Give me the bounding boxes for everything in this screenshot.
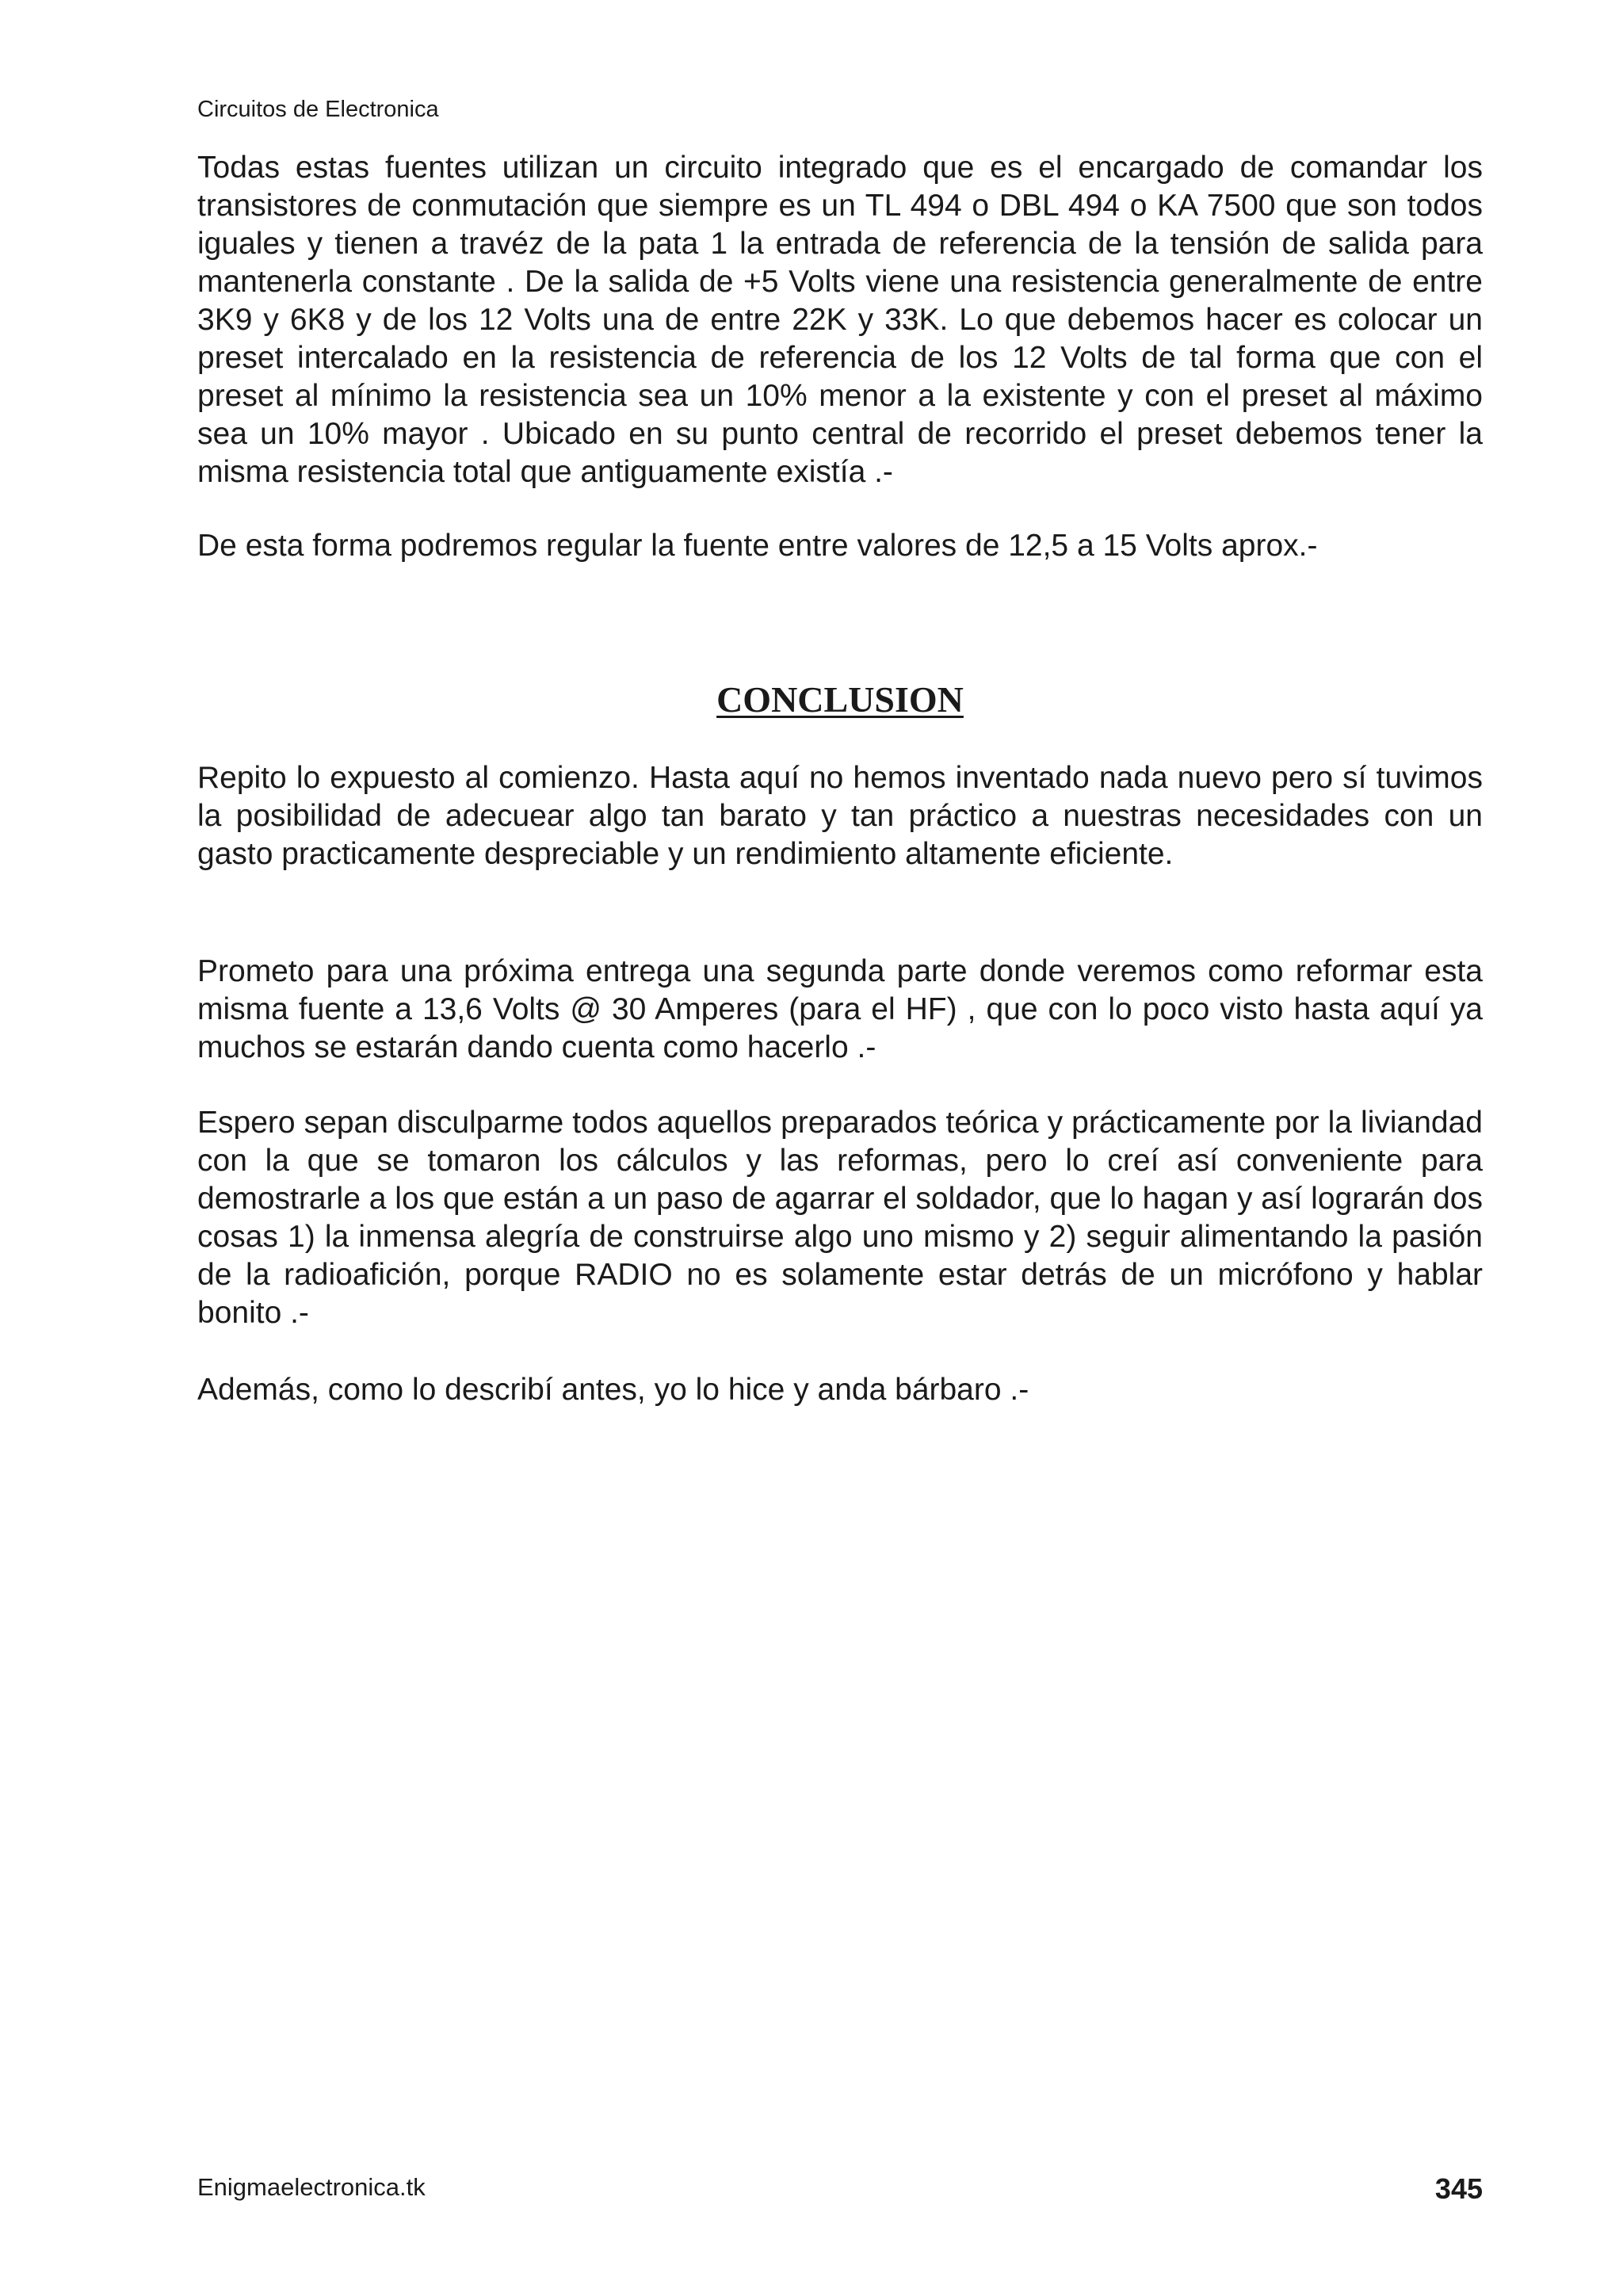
running-header: Circuitos de Electronica (197, 97, 439, 122)
body-paragraph: Prometo para una próxima entrega una segunda parte donde veremos como reformar esta misma fuente a 13,6 Volts @ 30 Amperes (para el HF) , que con lo poco visto hasta aquí ya muchos se estarán dando cuenta como hacerlo .- (197, 954, 1483, 1064)
footer-source: Enigmaelectronica.tk (197, 2173, 426, 2201)
body-paragraph: Además, como lo describí antes, yo lo hice y anda bárbaro .- (197, 1373, 1029, 1407)
body-paragraph: Espero sepan disculparme todos aquellos preparados teórica y prácticamente por la liviandad con la que se tomaron los cálculos y las reformas, pero lo creí así conveniente para demostrarle a los que están a un paso de agarrar el soldador, que lo hagan y así lograrán dos cosas 1) la inmensa alegría de construirse algo uno mismo y 2) seguir alimentando la pasión de la radioafición, porque RADIO no es solamente estar detrás de un micrófono y hablar bonito .- (197, 1106, 1483, 1330)
body-paragraph: Todas estas fuentes utilizan un circuito integrado que es el encargado de comandar los transistores de conmutación que siempre es un TL 494 o DBL 494 o KA 7500 que son todos iguales y tienen a travéz de la pata 1 la entrada de referencia de la tensión de salida para mantenerla constante . De la salida de +5 Volts viene una resistencia generalmente de entre 3K9 y 6K8 y de los 12 Volts una de entre 22K y 33K. Lo que debemos hacer es colocar un preset intercalado en la resistencia de referencia de los 12 Volts de tal forma que con el preset al mínimo la resistencia sea un 10% menor a la existente y con el preset al máximo sea un 10% mayor . Ubicado en su punto central de recorrido el preset debemos tener la misma resistencia total que antiguamente existía .- (197, 151, 1483, 489)
page-number: 345 (1434, 2172, 1483, 2205)
body-paragraph: Repito lo expuesto al comienzo. Hasta aquí no hemos inventado nada nuevo pero sí tuvimos la posibilidad de adecuear algo tan barato y tan práctico a nuestras necesidades con un gasto practicamente despreciable y un rendimiento altamente eficiente. (197, 761, 1483, 871)
section-heading (197, 678, 1483, 722)
section-heading-text: CONCLUSION (716, 679, 964, 720)
body-paragraph: De esta forma podremos regular la fuente entre valores de 12,5 a 15 Volts aprox.- (197, 529, 1318, 563)
